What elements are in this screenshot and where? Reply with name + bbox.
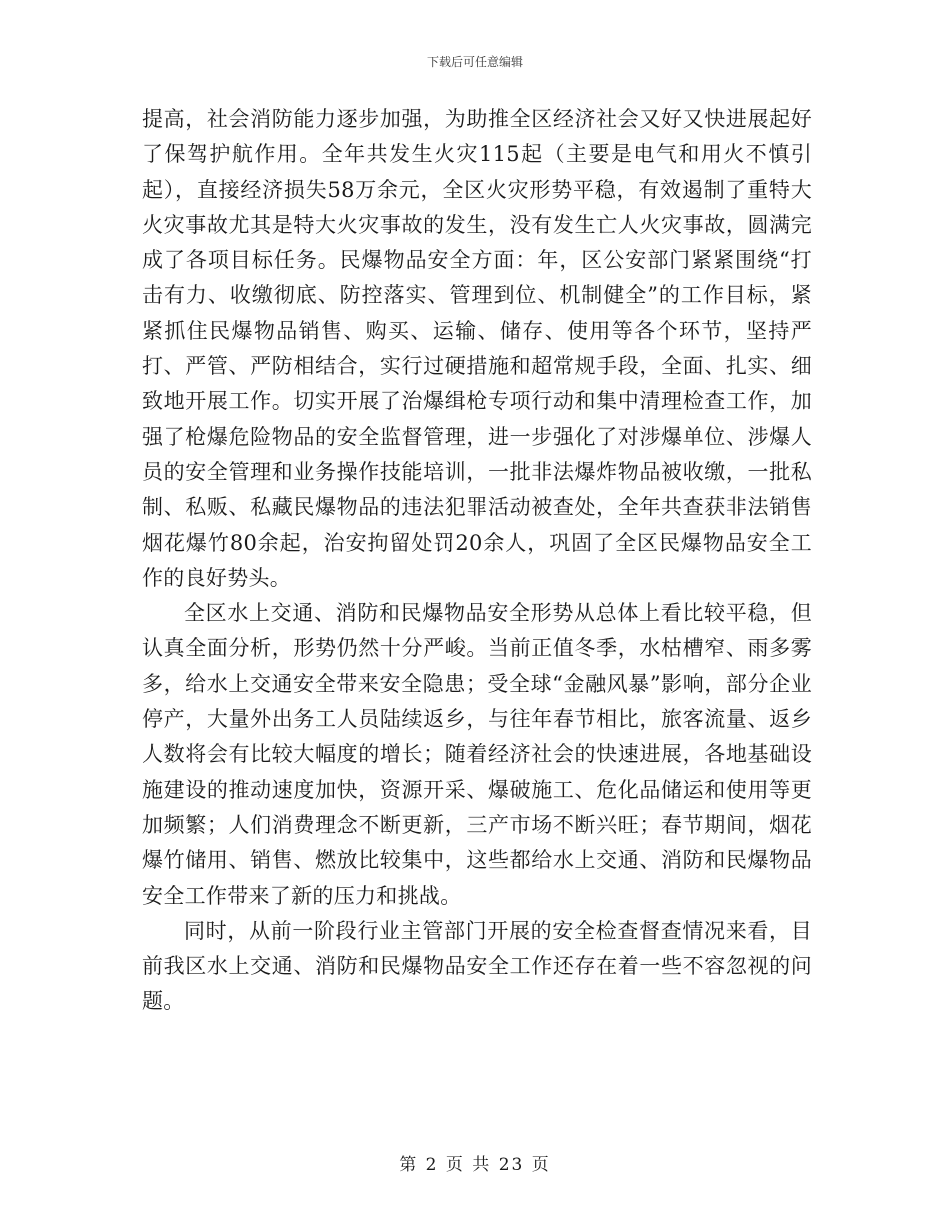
document-body bbox=[142, 102, 812, 1020]
paragraph-existing-problems: 同时，从前一阶段行业主管部门开展的安全检查督查情况来看，目前我区水上交通、消防和民爆物品安全工作还存在着一些不容忽视的问题。 bbox=[142, 918, 812, 1014]
paragraph-safety-situation: 全区水上交通、消防和民爆物品安全形势从总体上看比较平稳，但认真全面分析，形势仍然十分严峻。当前正值冬季，水枯槽窄、雨多雾多，给水上交通安全带来安全隐患；受全球“金融风暴”影响，部分企业停产，大量外出务工人员陆续返乡，与往年春节相比，旅客流量、返乡人数将会有比较大幅度的增长；随着经济社会的快速进展，各地基础设施建设的推动速度加快，资源开采、爆破施工、危化品储运和使用等更加频繁；人们消费理念不断更新，三产市场不断兴旺；春节期间，烟花爆竹储用、销售、燃放比较集中，这些都给水上交通、消防和民爆物品安全工作带来了新的压力和挑战。 bbox=[142, 601, 812, 908]
page-header-note: 下载后可任意编辑 bbox=[426, 55, 523, 69]
paragraph-fire-and-explosives: 提高，社会消防能力逐步加强，为助推全区经济社会又好又快进展起好了保驾护航作用。全年共发生火灾115起（主要是电气和用火不慎引起），直接经济损失58万余元，全区火灾形势平稳，有效遏制了重特大火灾事故尤其是特大火灾事故的发生，没有发生亡人火灾事故，圆满完成了各项目标任务。民爆物品安全方面：年，区公安部门紧紧围绕“打击有力、收缴彻底、防控落实、管理到位、机制健全”的工作目标，紧紧抓住民爆物品销售、购买、运输、储存、使用等各个环节，坚持严打、严管、严防相结合，实行过硬措施和超常规手段，全面、扎实、细致地开展工作。切实开展了治爆缉枪专项行动和集中清理检查工作，加强了枪爆危险物品的安全监督管理，进一步强化了对涉爆单位、涉爆人员的安全管理和业务操作技能培训，一批非法爆炸物品被收缴，一批私制、私贩、私藏民爆物品的违法犯罪活动被查处，全年共查获非法销售烟花爆竹80余起，治安拘留处罚20余人，巩固了全区民爆物品安全工作的良好势头。 bbox=[142, 107, 812, 590]
page-number: 第 2 页 共 23 页 bbox=[399, 1155, 551, 1175]
